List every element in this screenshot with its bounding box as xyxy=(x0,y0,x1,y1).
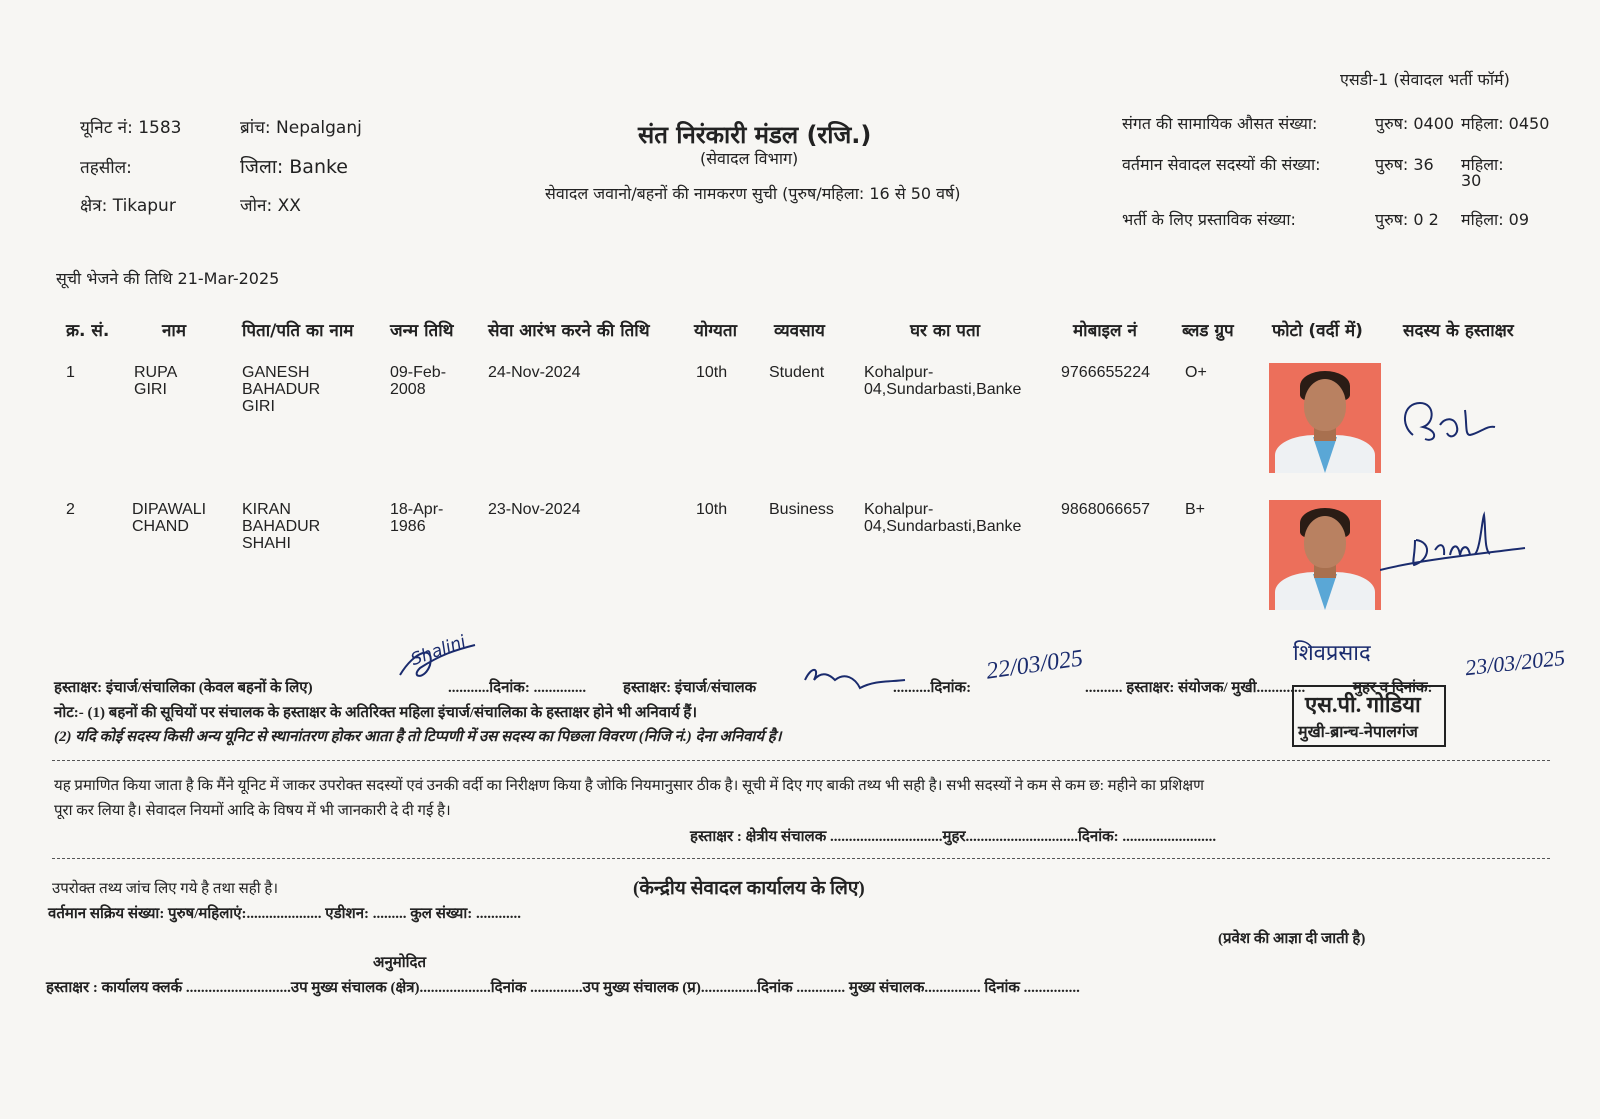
zone: जोन: XX xyxy=(240,196,301,216)
note-2: (2) यदि कोई सदस्य किसी अन्य यूनिट से स्थानांतरण होकर आता है तो टिप्पणी में उस सदस्य का पिछला विवरण (निजि नं.) देना अनिवार्य है। xyxy=(54,729,782,745)
tehsil: तहसील: xyxy=(80,158,132,178)
separator-2 xyxy=(52,858,1550,859)
org-name: संत निरंकारी मंडल (रजि.) xyxy=(638,121,872,149)
cell-dob: 18-Apr- 1986 xyxy=(390,501,444,535)
avg-count-label: संगत की सामायिक औसत संख्या: xyxy=(1122,114,1318,133)
header-sn: क्र. सं. xyxy=(66,321,110,341)
send-date: सूची भेजने की तिथि 21-Mar-2025 xyxy=(56,269,280,288)
cell-blood: O+ xyxy=(1185,364,1207,381)
cell-father: GANESH BAHADUR GIRI xyxy=(242,364,321,415)
cell-qual: 10th xyxy=(696,364,728,381)
stamp-title: मुखी-ब्रान्च-नेपालगंज xyxy=(1298,724,1418,741)
proposed-count-female: महिला: 09 xyxy=(1461,210,1530,229)
header-name: नाम xyxy=(162,321,187,341)
header-start: सेवा आरंभ करने की तिथि xyxy=(488,321,650,341)
stamp-name: एस.पी. गोडिया xyxy=(1305,692,1421,717)
header-signature: सदस्य के हस्ताक्षर xyxy=(1403,321,1514,341)
form-code: एसडी-1 (सेवादल भर्ती फॉर्म) xyxy=(1340,70,1510,89)
branch: ब्रांच: Nepalganj xyxy=(240,118,362,138)
district: जिला: Banke xyxy=(240,156,348,178)
cell-name: RUPA GIRI xyxy=(134,364,178,398)
header-blood: ब्लड ग्रुप xyxy=(1182,321,1234,341)
kshetra: क्षेत्र: Tikapur xyxy=(80,196,176,216)
current-count-female-value: 30 xyxy=(1461,171,1482,190)
cell-sn: 2 xyxy=(66,501,75,518)
active-counts: वर्तमान सक्रिय संख्या: पुरुष/महिलाएं:.................... एडीशन: ......... कुल संख्या: ............ xyxy=(48,906,521,922)
stamp-handwriting: शिवप्रसाद xyxy=(1293,641,1371,666)
certification-line-1: यह प्रमाणित किया जाता है कि मैंने यूनिट में जाकर उपरोक्त सदस्यों एवं उनकी वर्दी का निरीक्षण किया है जोकि नियमानुसार ठीक है। सूची में दिए गए बाकी तथ्य भी सही है। सभी सदस्यों ने कम से कम छ: महीने का प्रशिक्षण xyxy=(54,778,1204,794)
cell-father: KIRAN BAHADUR SHAHI xyxy=(242,501,321,552)
header-occupation: व्यवसाय xyxy=(774,321,825,341)
proposed-count-label: भर्ती के लिए प्रस्ताविक संख्या: xyxy=(1122,210,1296,229)
cell-mobile: 9868066657 xyxy=(1061,501,1150,518)
member-signature xyxy=(1380,510,1530,580)
separator-1 xyxy=(52,760,1550,761)
cell-occupation: Business xyxy=(769,501,834,518)
cell-sn: 1 xyxy=(66,364,75,381)
sign-incharge: हस्ताक्षर: इंचार्ज/संचालक xyxy=(623,680,757,696)
cell-mobile: 9766655224 xyxy=(1061,364,1150,381)
current-count-female-label: महिला: xyxy=(1461,155,1504,174)
list-title: सेवादल जवानो/बहनों की नामकरण सुची (पुरुष/महिला: 16 से 50 वर्ष) xyxy=(545,184,961,203)
proposed-count-male: पुरुष: 0 2 xyxy=(1375,210,1439,229)
central-heading: (केन्द्रीय सेवादल कार्यालय के लिए) xyxy=(633,878,865,899)
current-count-male: पुरुष: 36 xyxy=(1375,155,1434,174)
current-count-label: वर्तमान सेवादल सदस्यों की संख्या: xyxy=(1122,155,1321,174)
avg-count-male: पुरुष: 0400 xyxy=(1375,114,1455,133)
approved-label: अनुमोदित xyxy=(373,955,427,971)
sign-sisters-incharge: हस्ताक्षर: इंचार्ज/संचालिका (केवल बहनों के लिए) xyxy=(54,680,313,696)
member-photo xyxy=(1269,500,1381,610)
cell-name: DIPAWALI CHAND xyxy=(132,501,207,535)
cell-dob: 09-Feb- 2008 xyxy=(390,364,447,398)
sign-dots-2: ..........दिनांक: xyxy=(893,680,972,696)
cell-address: Kohalpur- 04,Sundarbasti,Banke xyxy=(864,364,1022,398)
member-signature xyxy=(1395,395,1505,450)
regional-sign: हस्ताक्षर : क्षेत्रीय संचालक ..............................मुहर..............................दिनांक: ......................... xyxy=(690,829,1217,845)
header-dob: जन्म तिथि xyxy=(390,321,454,341)
handwritten-date-1: 22/03/025 xyxy=(984,645,1085,685)
office-sign-line: हस्ताक्षर : कार्यालय क्लर्क ............................उप मुख्य संचालक (क्षेत्र)...................दिनांक ..............उप मुख्य संचालक (प्र)...............दिनांक ............. मुख्य संचालक............... दिनांक ............... xyxy=(46,980,1080,996)
avg-count-female: महिला: 0450 xyxy=(1461,114,1550,133)
header-father: पिता/पति का नाम xyxy=(242,321,354,341)
header-qual: योग्यता xyxy=(694,321,737,341)
member-photo xyxy=(1269,363,1381,473)
entry-permission: (प्रवेश की आज्ञा दी जाती है) xyxy=(1218,931,1366,947)
header-mobile: मोबाइल नं xyxy=(1073,321,1137,341)
incharge-signature-text: Shalini xyxy=(408,631,469,671)
header-address: घर का पता xyxy=(910,321,981,341)
unit-number: यूनिट नं: 1583 xyxy=(80,118,182,138)
sign-dots-1: ...........दिनांक: .............. xyxy=(448,680,587,696)
sign-coordinator: .......... हस्ताक्षर: संयोजक/ मुखी............. xyxy=(1085,680,1306,696)
cell-occupation: Student xyxy=(769,364,825,381)
cell-address: Kohalpur- 04,Sundarbasti,Banke xyxy=(864,501,1022,535)
certification-line-2: पूरा कर लिया है। सेवादल नियमों आदि के विषय में भी जानकारी दे दी गई है। xyxy=(54,803,451,819)
org-dept: (सेवादल विभाग) xyxy=(700,149,799,168)
sign-seal-date: मुहर व दिनांक: xyxy=(1353,680,1433,696)
cell-start: 24-Nov-2024 xyxy=(488,364,581,381)
cell-qual: 10th xyxy=(696,501,728,518)
note-1: नोट:- (1) बहनों की सूचियों पर संचालक के हस्ताक्षर के अतिरिक्त महिला इंचार्ज/संचालिका के हस्ताक्षर होने भी अनिवार्य हैं। xyxy=(54,705,698,721)
verified-text: उपरोक्त तथ्य जांच लिए गये है तथा सही है। xyxy=(52,881,279,897)
cell-blood: B+ xyxy=(1185,501,1206,518)
incharge-male-signature xyxy=(800,660,910,700)
header-photo: फोटो (वर्दी में) xyxy=(1272,321,1363,341)
cell-start: 23-Nov-2024 xyxy=(488,501,581,518)
handwritten-date-2: 23/03/2025 xyxy=(1463,644,1567,681)
